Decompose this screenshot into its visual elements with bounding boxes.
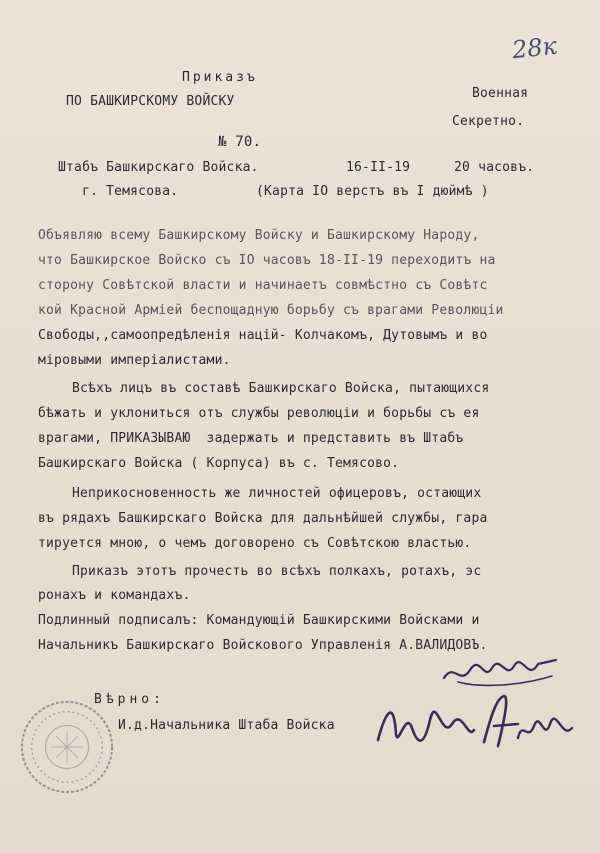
text-line: что Башкирское Войско съ IO часовъ 18-II-19 переходитъ на — [38, 253, 496, 268]
text-line: Свободы,,самоопредѣленія націй- Колчакомъ, Дутовымъ и во — [38, 328, 488, 343]
dateline-place: г. Темясова. — [82, 184, 179, 199]
seal-stamp — [18, 698, 116, 796]
dateline-hq: Штабъ Башкирскаго Войска. — [58, 160, 259, 175]
text-line: бѣжать и уклониться отъ службы революціи и борьбы съ ея — [38, 406, 480, 421]
dateline-date: 16-II-19 — [346, 160, 411, 175]
text-line: тируется мною, о чемъ договорено съ Совѣтскою властью. — [38, 536, 472, 551]
dateline-time: 20 часовъ. — [454, 160, 535, 175]
archive-number-handwritten: 28к — [510, 31, 559, 65]
signature-validov — [440, 652, 560, 692]
order-title: Приказъ — [182, 70, 258, 85]
text-line: Объявляю всему Башкирскому Войску и Башкирскому Народу, — [38, 228, 480, 243]
order-subtitle: ПО БАШКИРСКОМУ ВОЙСКУ — [66, 94, 235, 109]
text-line: кой Красной Арміей беспощадную борьбу съ врагами Революціи — [38, 303, 504, 318]
classification-secret: Секретно. — [452, 114, 525, 129]
dateline-map: (Карта IO верстъ въ I дюймѣ ) — [256, 184, 489, 199]
text-line: Башкирскаго Войска ( Корпуса) въ с. Темясово. — [38, 456, 400, 471]
classification-military: Военная — [472, 86, 529, 101]
order-number: № 70. — [218, 134, 262, 150]
text-line: Подлинный подписалъ: Командующій Башкирскими Войсками и — [38, 613, 480, 628]
signer-title: И.д.Начальника Штаба Войска — [118, 718, 335, 733]
text-line: ронахъ и командахъ. — [38, 588, 191, 603]
text-line: міровыми имперіалистами. — [38, 353, 231, 368]
text-line: врагами, ПРИКАЗЫВАЮ задержать и представить въ Штабъ — [38, 431, 464, 446]
text-line: Всѣхъ лицъ въ составѣ Башкирскаго Войска, пытающихся — [72, 381, 490, 396]
certified-label: Вѣрно: — [94, 692, 165, 707]
text-line: Начальникъ Башкирскаго Войскового Управленія А.ВАЛИДОВЪ. — [38, 638, 488, 653]
text-line: Неприкосновенность же личностей офицеровъ, остающих — [72, 486, 482, 501]
signature-chief-of-staff — [372, 690, 582, 760]
text-line: Приказъ этотъ прочесть во всѣхъ полкахъ, ротахъ, эс — [72, 564, 482, 579]
text-line: сторону Совѣтской власти и начинаетъ совмѣстно съ Совѣтс — [38, 278, 488, 293]
text-line: въ рядахъ Башкирскаго Войска для дальнѣйшей службы, гара — [38, 511, 488, 526]
